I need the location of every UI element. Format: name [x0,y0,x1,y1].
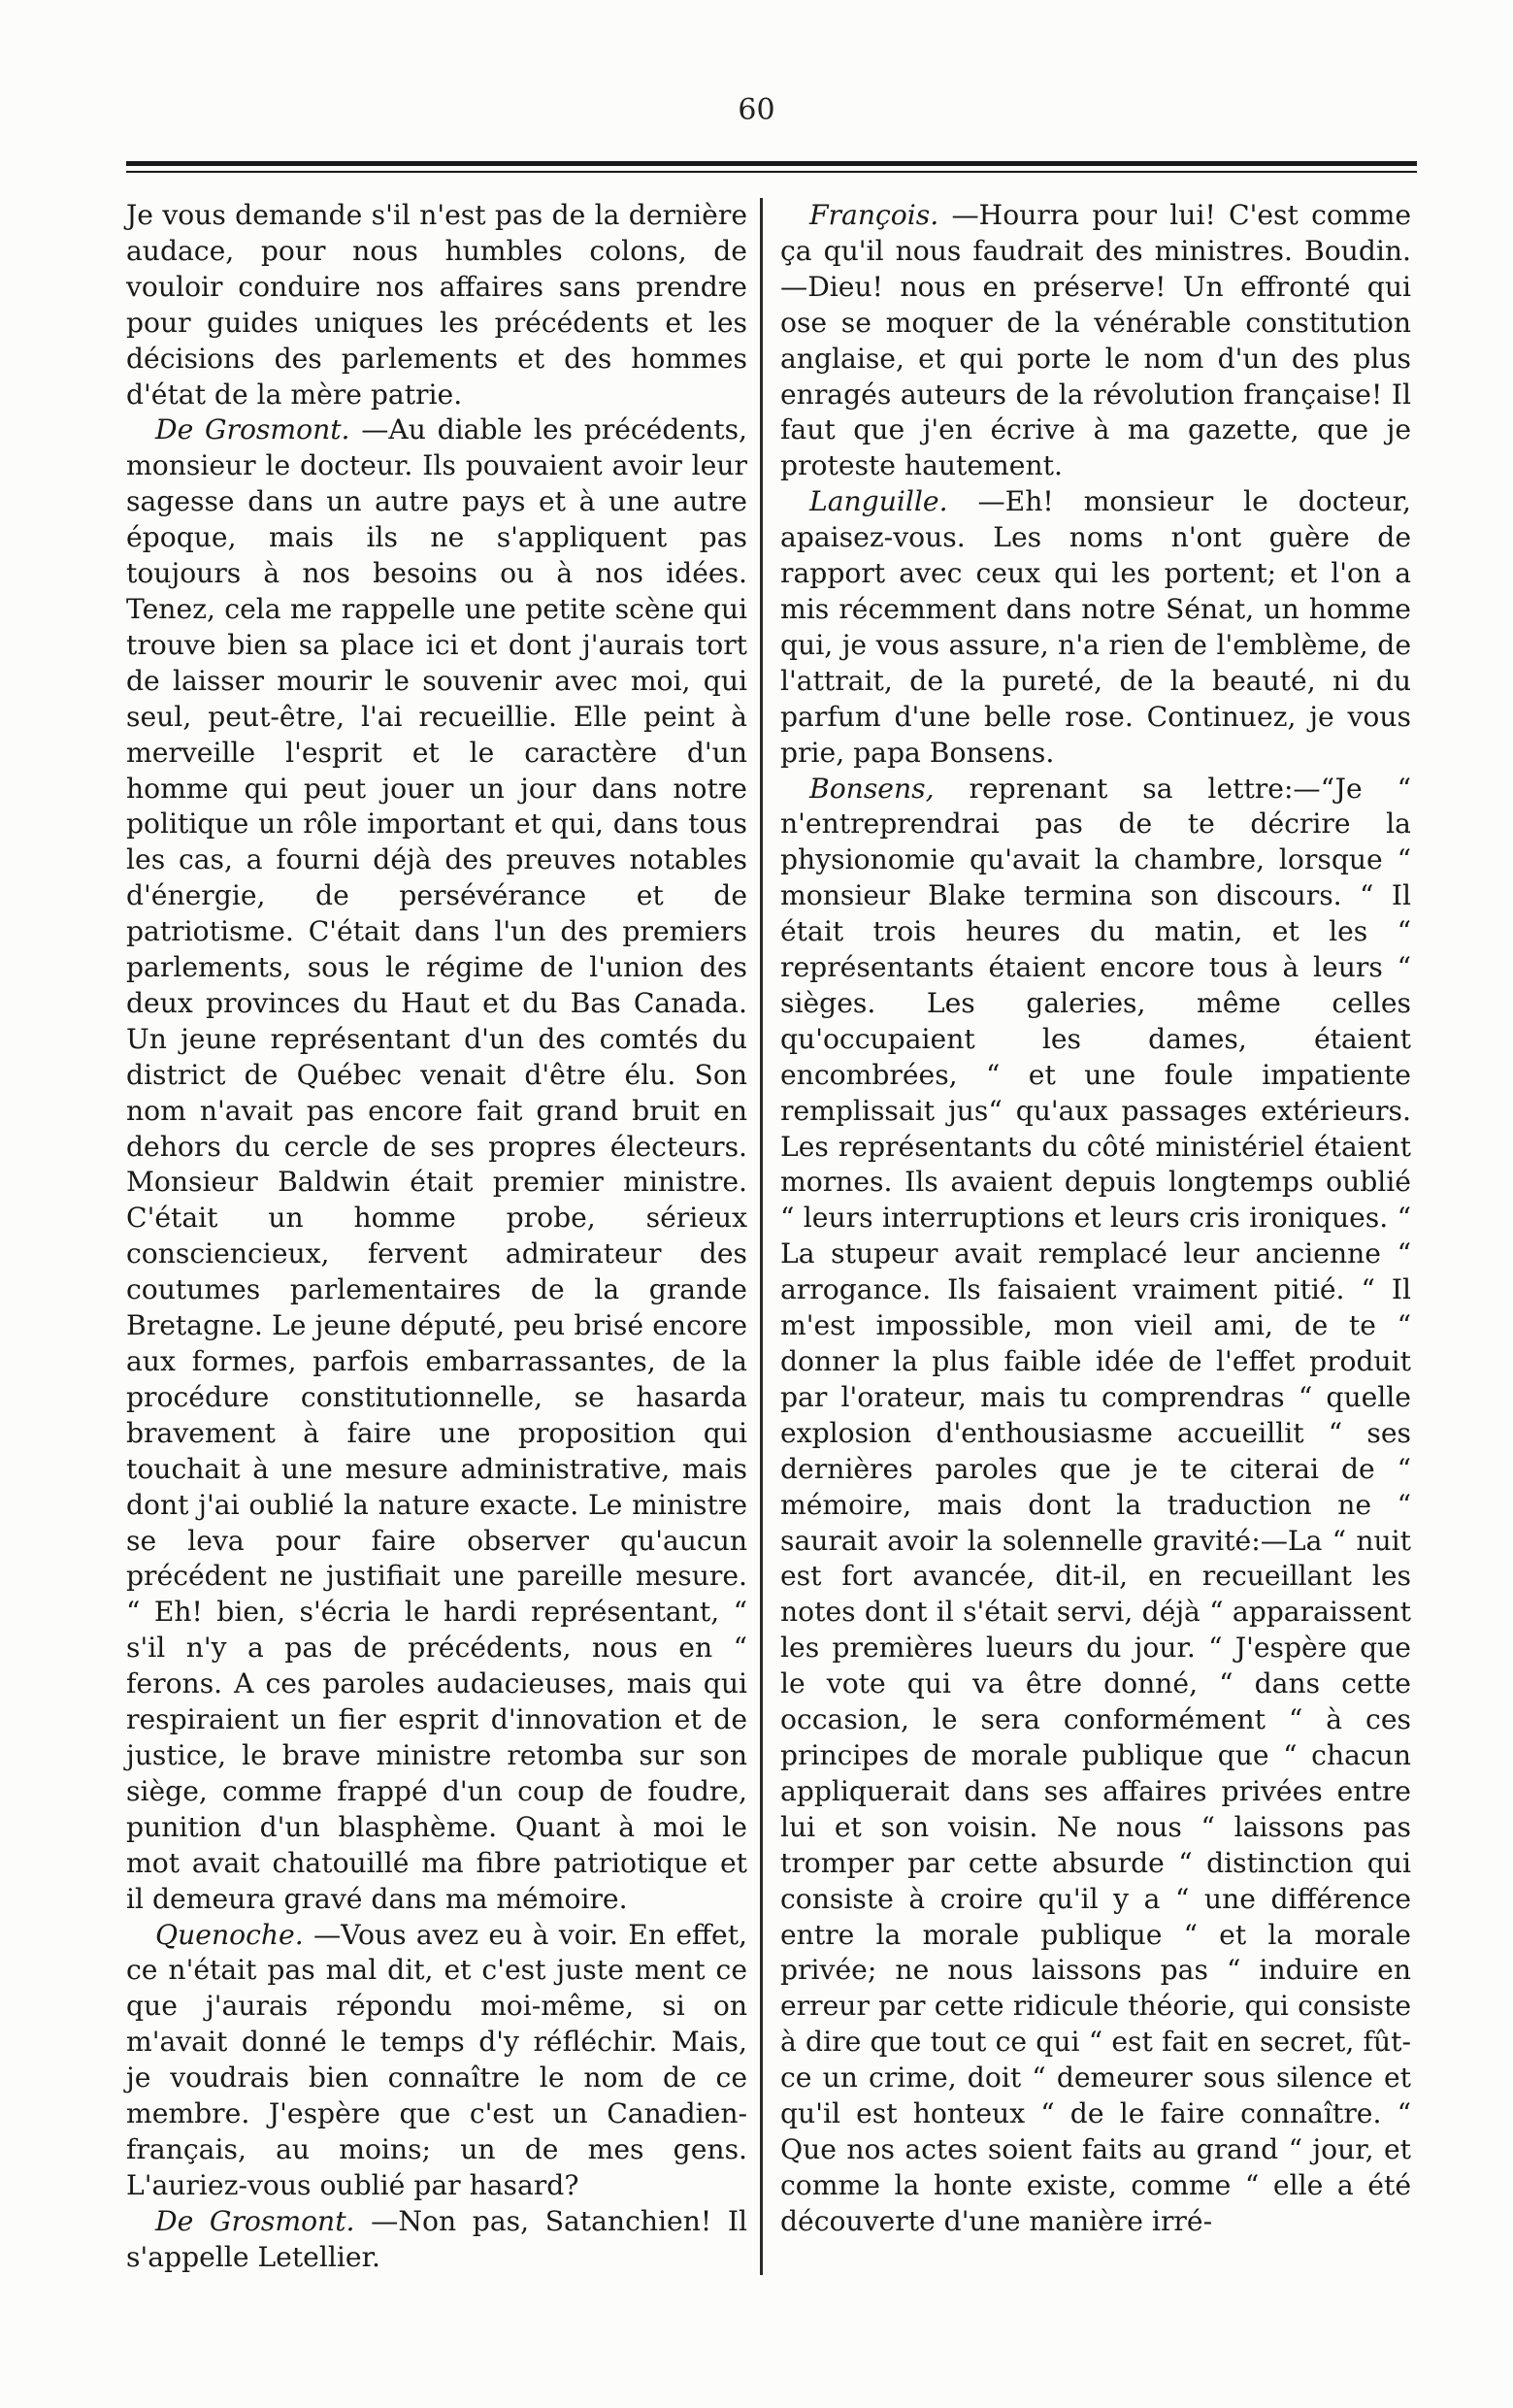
paragraph [126,1918,747,2204]
speaker-name: François. [809,199,939,231]
paragraph [780,198,1411,484]
paragraph [126,412,747,1917]
paragraph-text: reprenant sa lettre:—“Je “ n'entreprendrai pas de te décrire la physionomie qu'avait la chambre, lorsque “ monsieur Blake termina son discours. “ Il était trois heures du matin, et les “ représentants étaient encore tous à leurs “ sièges. Les galeries, même celles qu'occupaient les dames, étaient encombrées, “ et une foule impatiente remplissait jus“ qu'aux passages extérieurs. Les représentants du côté ministériel étaient mornes. Ils avaient depuis longtemps oublié “ leurs interruptions et leurs cris ironiques. “ La stupeur avait remplacé leur ancienne “ arrogance. Ils faisaient vraiment pitié. “ Il m'est impossible, mon vieil ami, de te “ donner la plus faible idée de l'effet produit par l'orateur, mais tu comprendras “ quelle explosion d'enthousiasme accueillit “ ses dernières paroles que je te citerai de “ mémoire, mais dont la traduction ne “ saurait avoir la solennelle gravité:—La “ nuit est fort avancée, dit-il, en recueillant les notes dont il s'était servi, déjà “ apparaissent les premières lueurs du jour. “ J'espère que le vote qui va être donné, “ dans cette occasion, le sera conformément “ à ces principes de morale publique que “ chacun appliquerait dans ses affaires privées entre lui et son voisin. Ne nous “ laissons pas tromper par cette absurde “ distinction qui consiste à croire qu'il y a “ une différence entre la morale publique “ et la morale privée; ne nous laissons pas “ induire en erreur par cette ridicule théorie, qui consiste à dire que tout ce qui “ est fait en secret, fût-ce un crime, doit “ demeurer sous silence et qu'il est honteux “ de le faire connaître. “ Que nos actes soient faits au grand “ jour, et comme la honte existe, comme “ elle a été découverte d'une manière irré- [780,772,1411,2237]
left-column [126,198,747,2276]
paragraph-text: —Vous avez eu à voir. En effet, ce n'était pas mal dit, et c'est juste ment ce que j'aurais répondu moi-même, si on m'avait donné le temps d'y réfléchir. Mais, je voudrais bien connaître le nom de ce membre. J'espère que c'est un Canadien-français, au moins; un de mes gens. L'auriez-vous oublié par hasard? [126,1918,747,2201]
paragraph-text: —Hourra pour lui! C'est comme ça qu'il nous faudrait des ministres. Boudin.—Dieu! nous en préserve! Un effronté qui ose se moquer de la vénérable constitution anglaise, et qui porte le nom d'un des plus enragés auteurs de la révolution française! Il faut que j'en écrive à ma gazette, que je proteste hautement. [780,199,1411,482]
speaker-name: De Grosmont. [155,2204,355,2237]
column-divider [760,198,763,2275]
paragraph-text: Je vous demande s'il n'est pas de la dernière audace, pour nous humbles colons, de vouloir conduire nos affaires sans prendre pour guides uniques les précédents et les décisions des parlements et des hommes d'état de la mère patrie. [126,199,747,411]
page-number: 60 [738,93,775,127]
speaker-name: Languille. [809,485,948,518]
paragraph-text: —Eh! monsieur le docteur, apaisez-vous. Les noms n'ont guère de rapport avec ceux qui les portent; et l'on a mis récemment dans notre Sénat, un homme qui, je vous assure, n'a rien de l'emblème, de l'attrait, de la pureté, de la beauté, ni du parfum d'une belle rose. Continuez, je vous prie, papa Bonsens. [780,485,1411,769]
paragraph [780,484,1411,771]
right-column [780,198,1411,2240]
speaker-name: De Grosmont. [155,413,350,446]
paragraph [126,2204,747,2276]
speaker-name: Quenoche. [155,1918,304,1951]
paragraph-text: —Au diable les précédents, monsieur le docteur. Ils pouvaient avoir leur sagesse dans un autre pays et à une autre époque, mais ils ne s'appliquent pas toujours à nos besoins ou à nos idées. Tenez, cela me rappelle une petite scène qui trouve bien sa place ici et dont j'aurais tort de laisser mourir le souvenir avec moi, qui seul, peut-être, l'ai recueillie. Elle peint à merveille l'esprit et le caractère d'un homme qui peut jouer un jour dans notre politique un rôle important et qui, dans tous les cas, a fourni déjà des preuves notables d'énergie, de persévérance et de patriotisme. C'était dans l'un des premiers parlements, sous le régime de l'union des deux provinces du Haut et du Bas Canada. Un jeune représentant d'un des comtés du district de Québec venait d'être élu. Son nom n'avait pas encore fait grand bruit en dehors du cercle de ses propres électeurs. Monsieur Baldwin était premier ministre. C'était un homme probe, sérieux consciencieux, fervent admirateur des coutumes parlementaires de la grande Bretagne. Le jeune député, peu brisé encore aux formes, parfois embarrassantes, de la procédure constitutionnelle, se hasarda bravement à faire une proposition qui touchait à une mesure administrative, mais dont j'ai oublié la nature exacte. Le ministre se leva pour faire observer qu'aucun précédent ne justifiait une pareille mesure. “ Eh! bien, s'écria le hardi représentant, “ s'il n'y a pas de précédents, nous en “ ferons. A ces paroles audacieuses, mais qui respiraient un fier esprit d'innovation et de justice, le brave ministre retomba sur son siège, comme frappé d'un coup de foudre, punition d'un blasphème. Quant à moi le mot avait chatouillé ma fibre patriotique et il demeura gravé dans ma mémoire. [126,413,747,1915]
paragraph [126,198,747,412]
speaker-name: Bonsens, [809,772,935,805]
paragraph-text: —Non pas, Satanchien! Il s'appelle Letellier. [126,2204,747,2273]
header-rule-thick [126,161,1417,166]
header-rule-thin [126,171,1417,173]
paragraph [780,772,1411,2240]
